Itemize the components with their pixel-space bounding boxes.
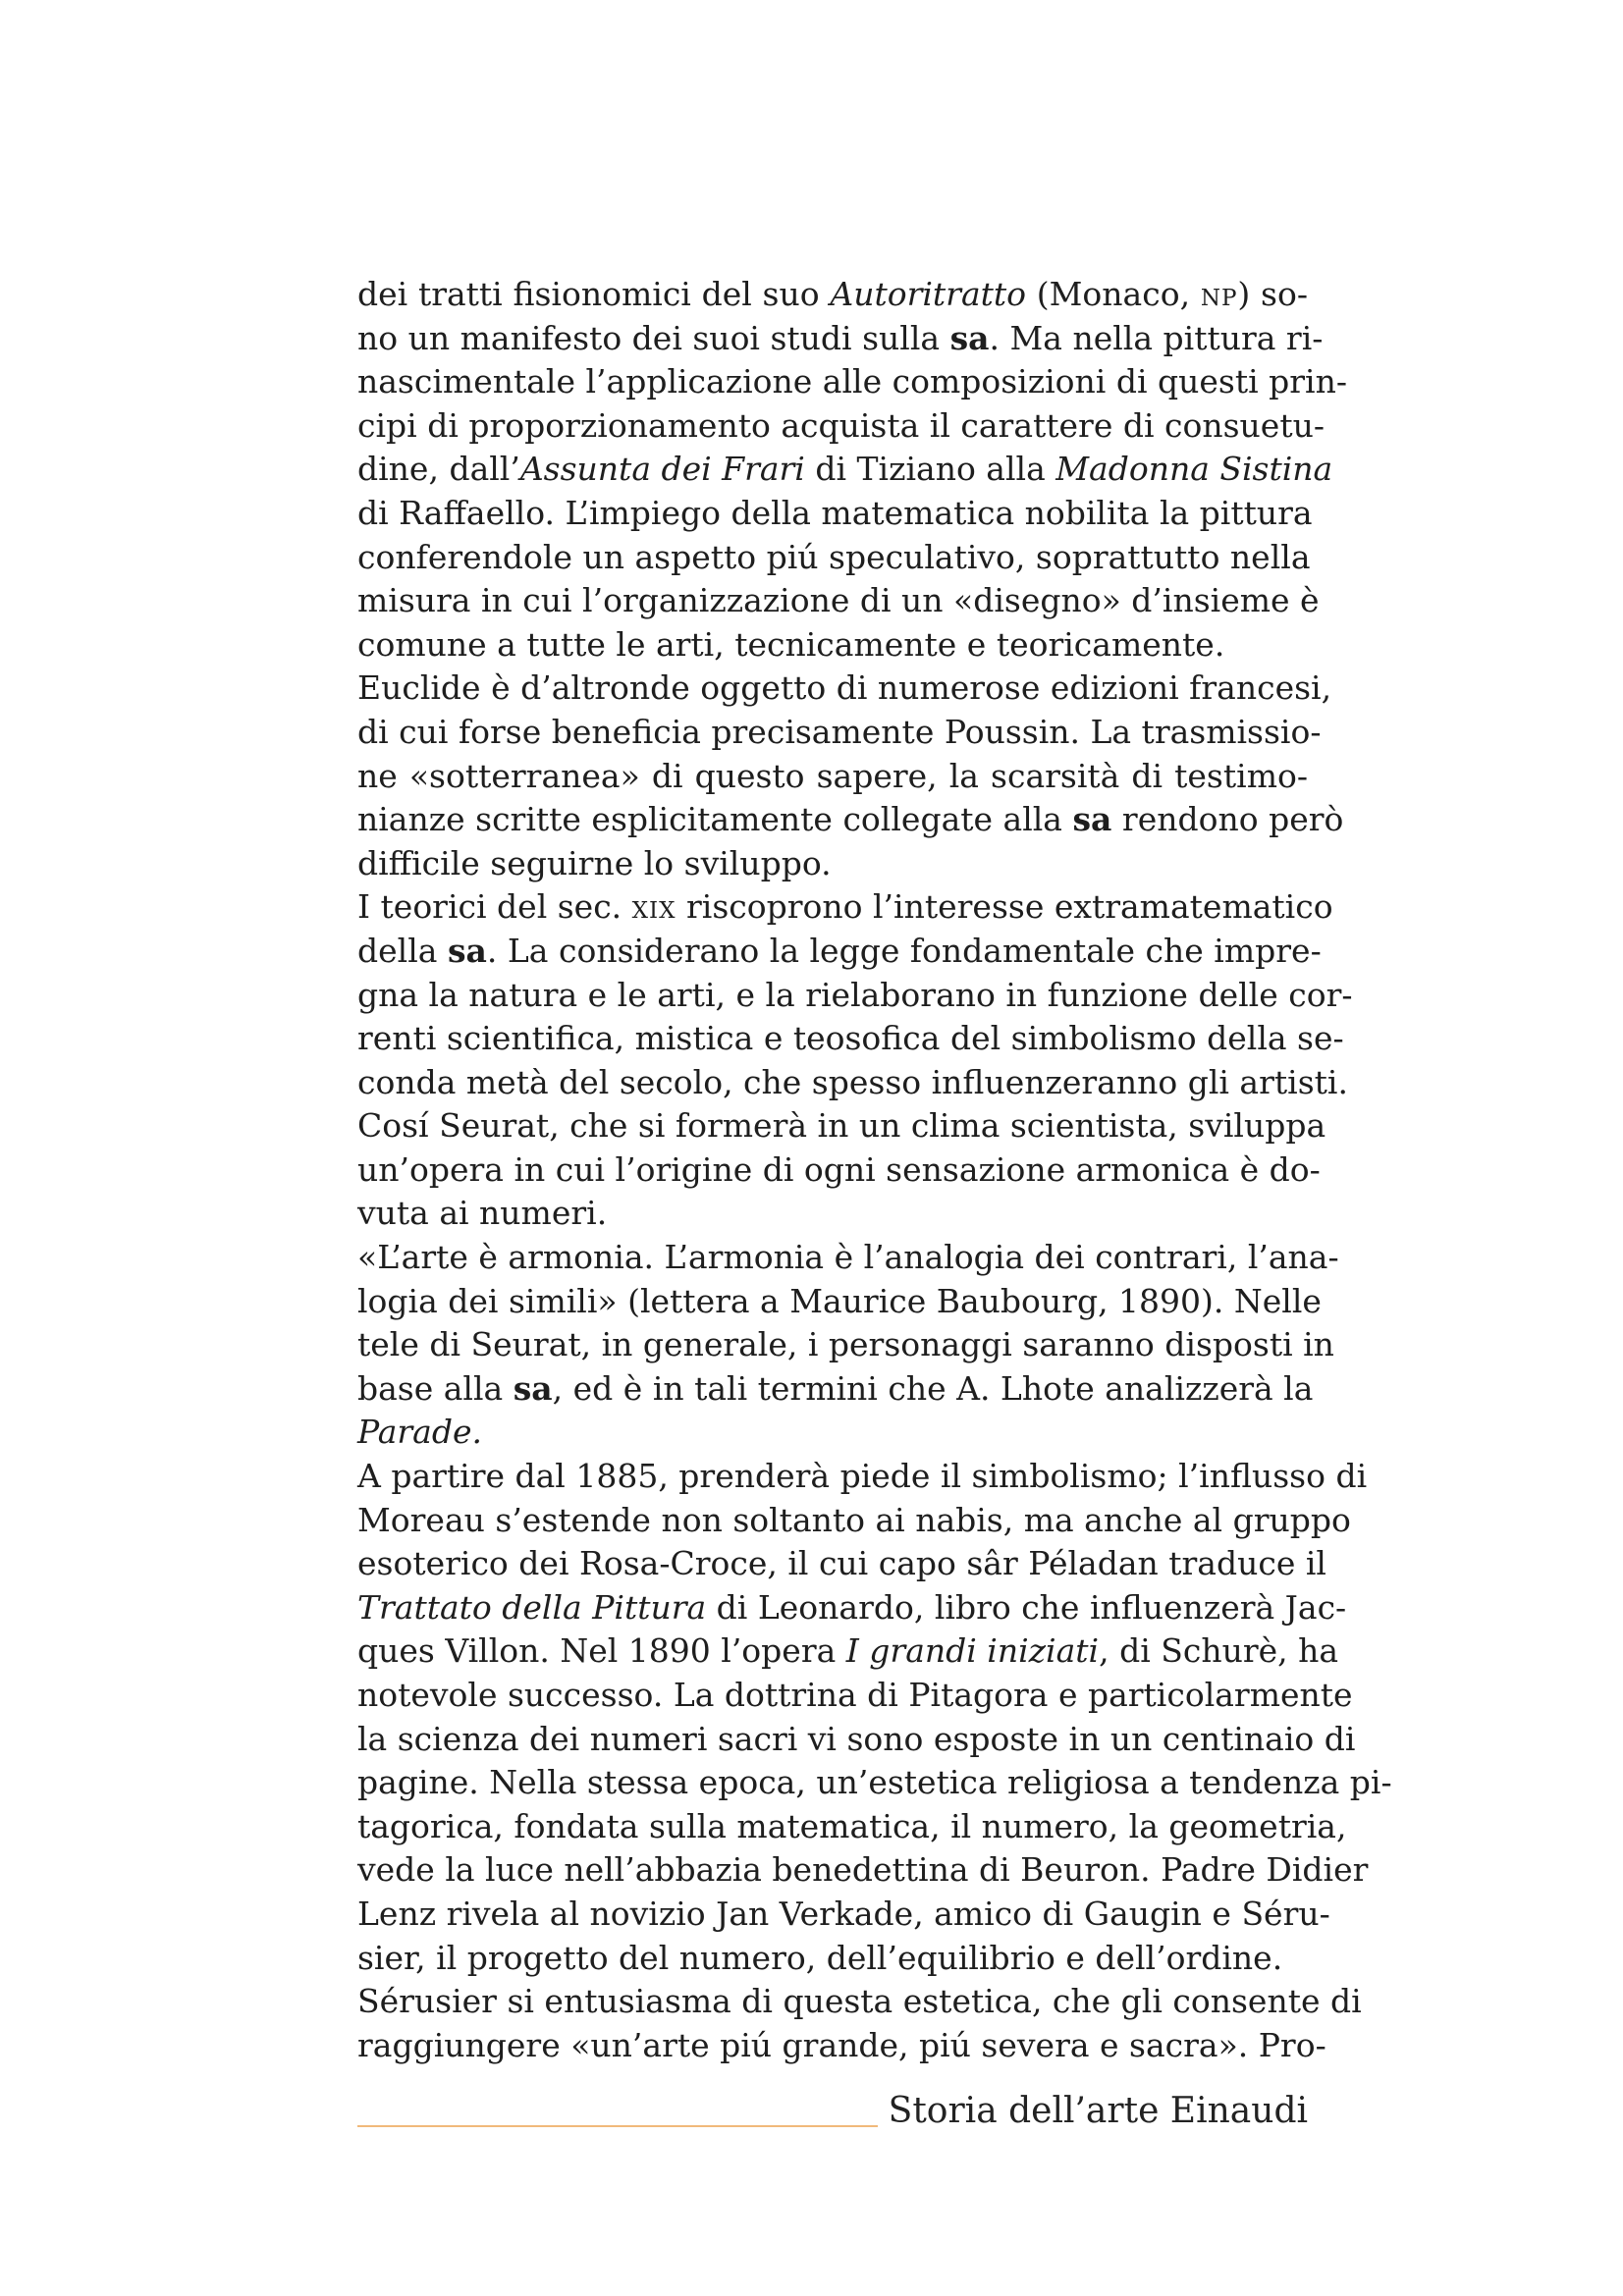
text-line: sier, il progetto del numero, dell’equilibrio e dell’ordine.	[357, 1938, 1283, 1977]
text-line: dine, dall’Assunta dei Frari di Tiziano alla Madonna Sistina	[357, 450, 1333, 489]
text-line: Sérusier si entusiasma di questa estetica, che gli consente di	[357, 1982, 1362, 2021]
text-line: raggiungere «un’arte piú grande, piú severa e sacra». Pro-	[357, 2025, 1326, 2064]
text-line: Euclide è d’altronde oggetto di numerose edizioni francesi,	[357, 668, 1332, 708]
text-line: Parade.	[357, 1413, 482, 1452]
text-line: dei tratti fisionomici del suo Autoritratto (Monaco, np) so-	[357, 275, 1308, 313]
paragraph-2	[357, 667, 1344, 885]
text-line: Lenz rivela al novizio Jan Verkade, amico di Gaugin e Séru-	[357, 1894, 1330, 1933]
text-line: Trattato della Pittura di Leonardo, libro che influenzerà Jac-	[357, 1587, 1347, 1627]
text-line: ques Villon. Nel 1890 l’opera I grandi iniziati, di Schurè, ha	[357, 1631, 1339, 1671]
text-line: cipi di proporzionamento acquista il carattere di consuetu-	[357, 405, 1325, 445]
body-text	[357, 273, 1392, 2067]
text-line: no un manifesto dei suoi studi sulla sa. Ma nella pittura ri-	[357, 318, 1324, 357]
text-line: esoterico dei Rosa-Croce, il cui capo sâr Péladan traduce il	[357, 1544, 1326, 1583]
sa-abbreviation: sa	[447, 931, 487, 970]
text-line: ne «sotterranea» di questo sapere, la scarsità di testimo-	[357, 756, 1308, 795]
sa-abbreviation: sa	[1072, 800, 1112, 839]
text-line: notevole successo. La dottrina di Pitagora e particolarmente	[357, 1676, 1353, 1714]
paragraph-5	[357, 1455, 1392, 1980]
page-footer	[357, 2091, 1308, 2150]
text-line: conferendole un aspetto piú speculativo, soprattutto nella	[357, 537, 1311, 576]
text-line: base alla sa, ed è in tali termini che A. Lhote analizzerà la	[357, 1368, 1314, 1408]
paragraph-4	[357, 1236, 1339, 1455]
text-line: misura in cui l’organizzazione di un «disegno» d’insieme è	[357, 581, 1320, 620]
text-line: comune a tutte le arti, tecnicamente e teoricamente.	[357, 624, 1225, 664]
text-line: nascimentale l’applicazione alle composizioni di questi prin-	[357, 362, 1347, 401]
text-line: I teorici del sec. xix riscoprono l’interesse extramatematico	[357, 887, 1333, 927]
footer-title: Storia dell’arte Einaudi	[888, 2091, 1308, 2131]
text-line: pagine. Nella stessa epoca, un’estetica religiosa a tendenza pi-	[357, 1763, 1392, 1802]
text-line: la scienza dei numeri sacri vi sono esposte in un centinaio di	[357, 1719, 1356, 1758]
sa-abbreviation: sa	[513, 1368, 553, 1408]
text-line: renti scientifica, mistica e teosofica del simbolismo della se-	[357, 1019, 1344, 1058]
text-line: gna la natura e le arti, e la rielaborano in funzione delle cor-	[357, 975, 1353, 1014]
text-line: «L’arte è armonia. L’armonia è l’analogia dei contrari, l’ana-	[357, 1238, 1339, 1277]
paragraph-1	[357, 273, 1347, 667]
sa-abbreviation: sa	[949, 318, 990, 357]
paragraph-3	[357, 885, 1353, 1236]
text-line: un’opera in cui l’origine di ogni sensazione armonica è do-	[357, 1149, 1321, 1189]
text-line: A partire dal 1885, prenderà piede il simbolismo; l’influsso di	[357, 1457, 1368, 1496]
text-line: Moreau s’estende non soltanto ai nabis, ma anche al gruppo	[357, 1500, 1351, 1539]
text-line: vede la luce nell’abbazia benedettina di Beuron. Padre Didier	[357, 1850, 1369, 1890]
text-line: tagorica, fondata sulla matematica, il numero, la geometria,	[357, 1806, 1347, 1845]
text-line: tele di Seurat, in generale, i personaggi saranno disposti in	[357, 1325, 1334, 1364]
text-line: della sa. La considerano la legge fondamentale che impre-	[357, 931, 1322, 970]
paragraph-6	[357, 1980, 1362, 2067]
text-line: vuta ai numeri.	[357, 1194, 608, 1233]
text-line: Cosí Seurat, che si formerà in un clima scientista, sviluppa	[357, 1106, 1326, 1146]
text-line: conda metà del secolo, che spesso influenzeranno gli artisti.	[357, 1062, 1348, 1101]
text-line: di cui forse beneficia precisamente Poussin. La trasmissio-	[357, 712, 1322, 751]
text-line: nianze scritte esplicitamente collegate alla sa rendono però	[357, 800, 1344, 839]
text-line: di Raffaello. L’impiego della matematica nobilita la pittura	[357, 493, 1313, 532]
text-line: logia dei simili» (lettera a Maurice Baubourg, 1890). Nelle	[357, 1281, 1322, 1320]
footer-rule	[357, 2125, 878, 2127]
text-line: difficile seguirne lo sviluppo.	[357, 843, 832, 882]
